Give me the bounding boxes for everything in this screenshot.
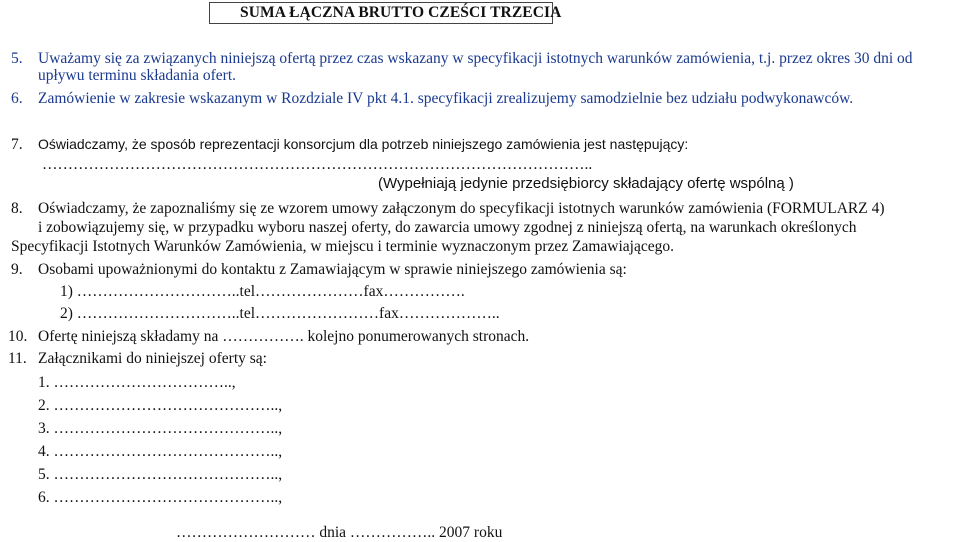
item-6-text: Zamówienie w zakresie wskazanym w Rozdziale IV pkt 4.1. specyfikacji zrealizujemy samodzielnie bez udziału podwykonawców.	[38, 90, 854, 107]
attachment-line-6: 6. ……………………………………..,	[38, 489, 283, 506]
attachment-line-5: 5. ……………………………………..,	[38, 466, 283, 483]
item-8-line1: Oświadczamy, że zapoznaliśmy się ze wzorem umowy załączonym do specyfikacji istotnych warunków zamówienia (FORMULARZ 4)	[38, 200, 885, 217]
attachment-line-4: 4. ……………………………………..,	[38, 443, 283, 460]
contact-line-2: 2) …………………………..tel……………………fax………………..	[60, 305, 500, 322]
attachment-line-1: 1. ……………………………..,	[38, 374, 236, 391]
item-9-text: Osobami upoważnionymi do kontaktu z Zamawiającym w sprawie niniejszego zamówienia są:	[38, 261, 627, 278]
item-8-number: 8.	[11, 200, 23, 217]
item-11-text: Załącznikami do niniejszej oferty są:	[38, 350, 267, 367]
item-7-number: 7.	[11, 136, 23, 153]
item-8-line3: Specyfikacji Istotnych Warunków Zamówienia, w miejscu i terminie wyznaczonym przez Zamawiającego.	[11, 238, 675, 255]
contact-line-1: 1) …………………………..tel…………………fax…………….	[60, 283, 465, 300]
item-9-number: 9.	[11, 261, 23, 278]
item-10-text: Ofertę niniejszą składamy na ……………. kolejno ponumerowanych stronach.	[38, 328, 530, 345]
section-title: SUMA ŁĄCZNA BRUTTO CZEŚCI TRZECIA	[240, 4, 562, 21]
item-7-text: Oświadczamy, że sposób reprezentacji konsorcjum dla potrzeb niniejszego zamówienia jest następujący:	[38, 136, 689, 152]
item-7-note: (Wypełniają jedynie przedsiębiorcy składający ofertę wspólną )	[378, 175, 794, 192]
item-5-number: 5.	[11, 50, 23, 67]
item-7-dots: ……………………………………………………………………………………………..	[42, 156, 593, 173]
date-signature-line: ……………………… dnia …………….. 2007 roku	[176, 524, 503, 541]
item-6-number: 6.	[11, 90, 23, 107]
item-10-number: 10.	[8, 328, 28, 345]
attachment-line-2: 2. ……………………………………..,	[38, 397, 283, 414]
item-5-line2: upływu terminu składania ofert.	[38, 67, 237, 84]
item-8-line2: i zobowiązujemy się, w przypadku wyboru naszej oferty, do zawarcia umowy zgodnej z niniejszą ofertą, na warunkach określonych	[38, 219, 857, 236]
item-11-number: 11.	[8, 350, 27, 367]
item-5-line1: Uważamy się za związanych niniejszą ofertą przez czas wskazany w specyfikacji istotnych warunków zamówienia, t.j. przez okres 30 dni od	[38, 50, 913, 67]
attachment-line-3: 3. ……………………………………..,	[38, 420, 283, 437]
